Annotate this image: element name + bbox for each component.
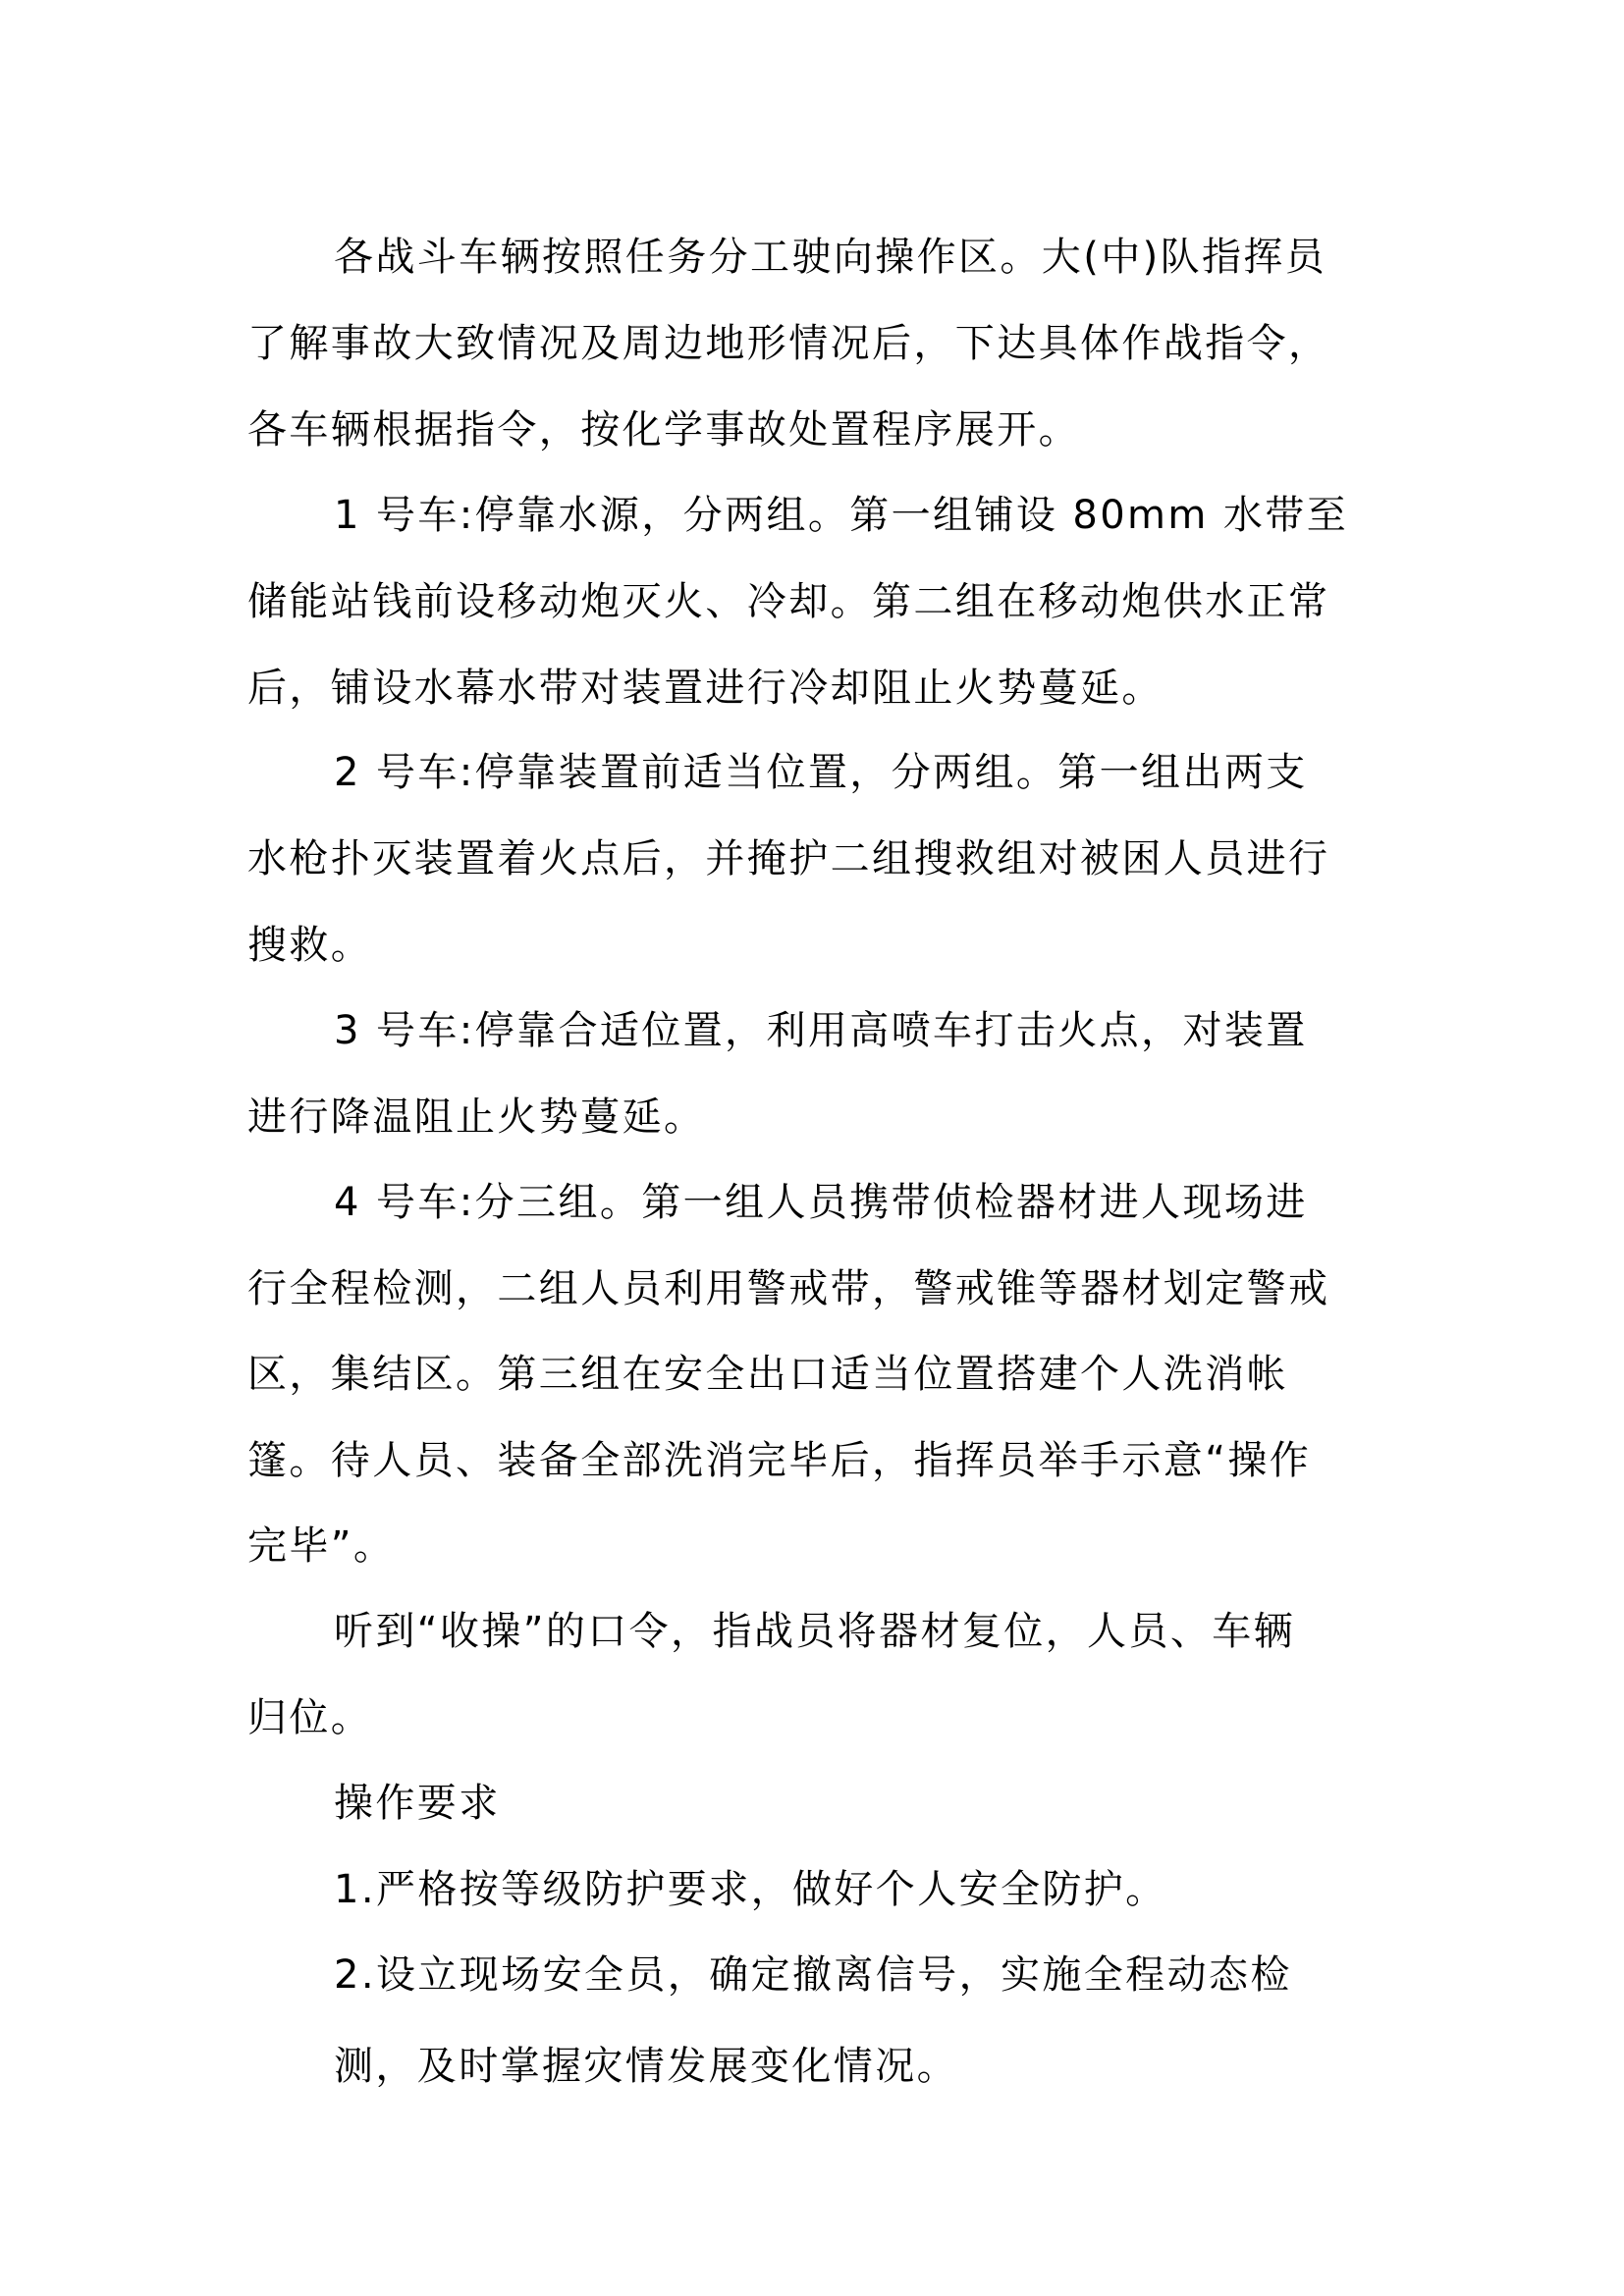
requirement-1-line-1: 1.严格按等级防护要求，做好个人安全防护。 [334, 1867, 1167, 1912]
paragraph-intro-line-3: 各车辆根据指令，按化学事故处置程序展开。 [247, 407, 1080, 453]
paragraph-vehicle-4-line-1: 4 号车:分三组。第一组人员携带侦检器材进人现场进 [334, 1180, 1308, 1225]
requirement-2-line-2: 测，及时掌握灾情发展变化情况。 [334, 2044, 958, 2089]
paragraph-vehicle-2-line-3: 搜救。 [247, 923, 373, 968]
paragraph-vehicle-2-line-1: 2 号车:停靠装置前适当位置，分两组。第一组出两支 [334, 750, 1308, 795]
paragraph-vehicle-1-line-3: 后，铺设水幕水带对装置进行冷却阻止火势蔓延。 [247, 666, 1164, 711]
paragraph-intro-line-1: 各战斗车辆按照任务分工驶向操作区。大(中)队指挥员 [334, 235, 1327, 280]
paragraph-vehicle-1-line-2: 储能站钱前设移动炮灭火、冷却。第二组在移动炮供水正常 [247, 579, 1330, 624]
paragraph-vehicle-2-line-2: 水枪扑灭装置着火点后，并掩护二组搜救组对被困人员进行 [247, 836, 1330, 881]
requirement-2-line-1: 2.设立现场安全员，确定撤离信号，实施全程动态检 [334, 1952, 1292, 1998]
paragraph-intro-line-2: 了解事故大致情况及周边地形情况后，下达具体作战指令， [247, 321, 1330, 366]
paragraph-vehicle-4-line-3: 区，集结区。第三组在安全出口适当位置搭建个人洗消帐 [247, 1352, 1288, 1397]
paragraph-vehicle-4-line-5: 完毕”。 [247, 1523, 396, 1569]
paragraph-vehicle-1-line-1: 1 号车:停靠水源，分两组。第一组铺设 80mm 水带至 [334, 493, 1349, 538]
requirements-heading: 操作要求 [334, 1781, 501, 1826]
paragraph-vehicle-3-line-1: 3 号车:停靠合适位置，利用高喷车打击火点，对装置 [334, 1008, 1308, 1053]
paragraph-vehicle-4-line-2: 行全程检测，二组人员利用警戒带，警戒锥等器材划定警戒 [247, 1266, 1330, 1311]
paragraph-recall-line-2: 归位。 [247, 1695, 373, 1740]
paragraph-recall-line-1: 听到“收操”的口令，指战员将器材复位，人员、车辆 [334, 1609, 1296, 1654]
paragraph-vehicle-3-line-2: 进行降温阻止火势蔓延。 [247, 1095, 706, 1140]
paragraph-vehicle-4-line-4: 篷。待人员、装备全部洗消完毕后，指挥员举手示意“操作 [247, 1438, 1312, 1483]
